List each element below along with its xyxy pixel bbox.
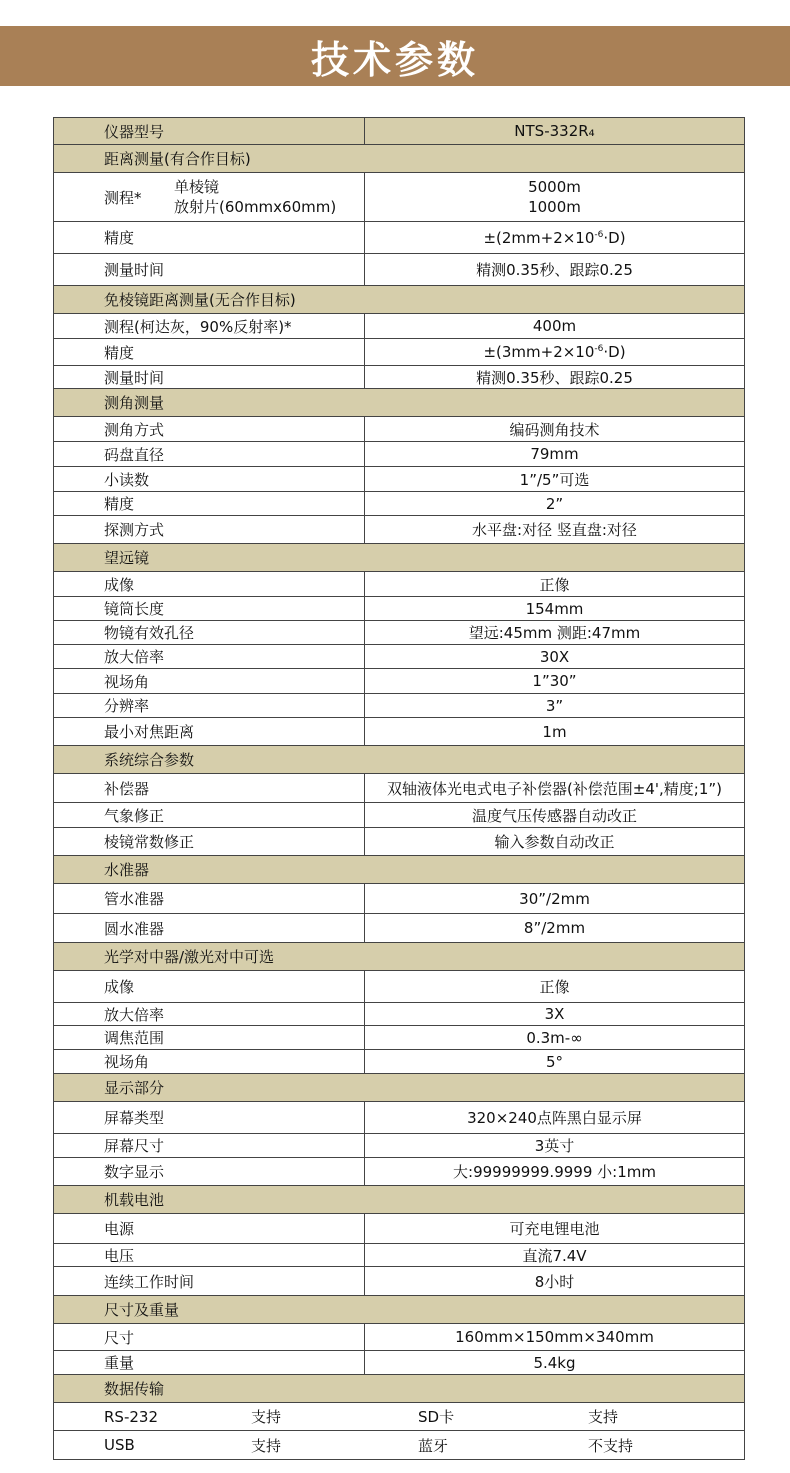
row-label: 棱镜常数修正 [54, 828, 365, 856]
section-header [54, 943, 745, 971]
table-row [54, 417, 745, 442]
table-row [54, 1003, 745, 1026]
row-value [365, 339, 745, 366]
range-option-prism: 单棱镜 [174, 178, 220, 196]
row-label: 分辨率 [54, 694, 365, 718]
table-row [54, 1324, 745, 1351]
row-label: 放大倍率 [54, 645, 365, 669]
row-value: 正像 [365, 971, 745, 1003]
section-header [54, 145, 745, 173]
section-title-plummet: 光学对中器/激光对中可选 [54, 943, 745, 971]
row-value: 320×240点阵黑白显示屏 [365, 1102, 745, 1134]
title-banner [0, 26, 790, 86]
range-value-prism: 5000m [528, 178, 581, 196]
row-value: 5° [365, 1050, 745, 1074]
row-value: 温度气压传感器自动改正 [365, 803, 745, 828]
row-label: 物镜有效孔径 [54, 621, 365, 645]
section-header [54, 1296, 745, 1324]
section-title-level: 水准器 [54, 856, 745, 884]
row-value: 30X [365, 645, 745, 669]
table-row [54, 914, 745, 943]
table-row [54, 467, 745, 492]
row-label: 测量时间 [54, 254, 365, 286]
row-value: 精测0.35秒、跟踪0.25 [365, 366, 745, 389]
spec-table [53, 117, 745, 1460]
section-title-system: 系统综合参数 [54, 746, 745, 774]
section-title-display: 显示部分 [54, 1074, 745, 1102]
range-cell [54, 173, 365, 222]
row-value: 精测0.35秒、跟踪0.25 [365, 254, 745, 286]
section-header [54, 856, 745, 884]
table-row [54, 173, 745, 222]
table-row [54, 492, 745, 516]
table-row [54, 828, 745, 856]
table-row [54, 1214, 745, 1244]
row-label: 精度 [54, 222, 365, 254]
section-header [54, 389, 745, 417]
row-label: 成像 [54, 971, 365, 1003]
range-label: 测程* [104, 188, 142, 207]
row-label: 放大倍率 [54, 1003, 365, 1026]
row-label: 成像 [54, 572, 365, 597]
row-label: 测程(柯达灰，90%反射率)* [54, 314, 365, 339]
interface-support: 不支持 [588, 1436, 634, 1455]
range-value-sheet: 1000m [528, 198, 581, 216]
row-label: 最小对焦距离 [54, 718, 365, 746]
table-row [54, 1134, 745, 1158]
row-label: 圆水准器 [54, 914, 365, 943]
table-row [54, 516, 745, 544]
row-value: 30”/2mm [365, 884, 745, 914]
row-value: 3X [365, 1003, 745, 1026]
row-label: 探测方式 [54, 516, 365, 544]
row-value: 1”/5”可选 [365, 467, 745, 492]
table-row [54, 597, 745, 621]
table-row [54, 884, 745, 914]
precision-exponent: -6 [594, 344, 604, 354]
section-title-size: 尺寸及重量 [54, 1296, 745, 1324]
section-title-angle: 测角测量 [54, 389, 745, 417]
row-value: 5.4kg [365, 1351, 745, 1375]
interface-support: 支持 [251, 1436, 282, 1455]
interface-name: USB [104, 1436, 135, 1454]
section-header [54, 544, 745, 572]
section-header [54, 1186, 745, 1214]
table-row [54, 1050, 745, 1074]
row-value: 154mm [365, 597, 745, 621]
table-row [54, 1158, 745, 1186]
section-header [54, 286, 745, 314]
page-title: 技术参数 [310, 37, 479, 82]
table-row [54, 1403, 745, 1431]
section-header [54, 1074, 745, 1102]
row-value: 双轴液体光电式电子补偿器(补偿范围±4',精度;1”) [365, 774, 745, 803]
row-label: 屏幕尺寸 [54, 1134, 365, 1158]
row-value: 水平盘:对径 竖直盘:对径 [365, 516, 745, 544]
table-row [54, 339, 745, 366]
table-row [54, 1026, 745, 1050]
table-row [54, 803, 745, 828]
table-row [54, 1431, 745, 1460]
row-value: 大:99999999.9999 小:1mm [365, 1158, 745, 1186]
row-label: 调焦范围 [54, 1026, 365, 1050]
row-label: 精度 [54, 492, 365, 516]
row-label: 镜筒长度 [54, 597, 365, 621]
table-row [54, 1244, 745, 1267]
interface-name: 蓝牙 [418, 1436, 449, 1455]
model-label: 仪器型号 [54, 118, 365, 145]
row-label: 精度 [54, 339, 365, 366]
table-row [54, 694, 745, 718]
row-label: 码盘直径 [54, 442, 365, 467]
table-row [54, 774, 745, 803]
row-label: 气象修正 [54, 803, 365, 828]
precision-suffix: ·D) [603, 228, 626, 247]
row-value: 3” [365, 694, 745, 718]
row-label: 电压 [54, 1244, 365, 1267]
section-title-telescope: 望远镜 [54, 544, 745, 572]
data-transfer-cell [54, 1431, 745, 1460]
row-value: 输入参数自动改正 [365, 828, 745, 856]
interface-support: 支持 [588, 1408, 619, 1426]
section-header [54, 746, 745, 774]
table-row [54, 1102, 745, 1134]
row-value: 400m [365, 314, 745, 339]
precision-base: ±(2mm+2×10 [483, 228, 595, 247]
row-label: 小读数 [54, 467, 365, 492]
interface-support: 支持 [251, 1408, 282, 1426]
row-label: 管水准器 [54, 884, 365, 914]
row-value: 望远:45mm 测距:47mm [365, 621, 745, 645]
row-value: 8”/2mm [365, 914, 745, 943]
table-row [54, 1351, 745, 1375]
row-label: 测角方式 [54, 417, 365, 442]
row-label: 屏幕类型 [54, 1102, 365, 1134]
precision-base: ±(3mm+2×10 [483, 343, 595, 361]
row-value: 编码测角技术 [365, 417, 745, 442]
precision-exponent: -6 [594, 229, 604, 240]
table-row [54, 222, 745, 254]
row-value: 8小时 [365, 1267, 745, 1296]
section-title-reflectorless: 免棱镜距离测量(无合作目标) [54, 286, 745, 314]
interface-name: RS-232 [104, 1407, 158, 1426]
row-label: 补偿器 [54, 774, 365, 803]
row-label: 视场角 [54, 669, 365, 694]
model-value: NTS-332R₄ [365, 118, 745, 145]
table-row [54, 314, 745, 339]
section-title-distance: 距离测量(有合作目标) [54, 145, 745, 173]
table-row [54, 718, 745, 746]
table-row [54, 621, 745, 645]
section-title-data: 数据传输 [54, 1375, 745, 1403]
row-label: 尺寸 [54, 1324, 365, 1351]
precision-suffix: ·D) [603, 343, 626, 361]
row-label: 测量时间 [54, 366, 365, 389]
row-value [365, 222, 745, 254]
row-value: 0.3m-∞ [365, 1026, 745, 1050]
range-values [365, 173, 745, 222]
row-value: 79mm [365, 442, 745, 467]
model-row [54, 118, 745, 145]
row-value: 正像 [365, 572, 745, 597]
section-header [54, 1375, 745, 1403]
row-value: 2” [365, 492, 745, 516]
table-row [54, 669, 745, 694]
table-row [54, 442, 745, 467]
row-label: 重量 [54, 1351, 365, 1375]
table-row [54, 572, 745, 597]
row-label: 视场角 [54, 1050, 365, 1074]
section-title-battery: 机载电池 [54, 1186, 745, 1214]
table-row [54, 1267, 745, 1296]
row-value: 3英寸 [365, 1134, 745, 1158]
row-value: 1”30” [365, 669, 745, 694]
table-row [54, 645, 745, 669]
row-value: 1m [365, 718, 745, 746]
row-value: 160mm×150mm×340mm [365, 1324, 745, 1351]
row-label: 数字显示 [54, 1158, 365, 1186]
row-value: 直流7.4V [365, 1244, 745, 1267]
row-label: 连续工作时间 [54, 1267, 365, 1296]
row-value: 可充电锂电池 [365, 1214, 745, 1244]
table-row [54, 366, 745, 389]
interface-name: SD卡 [418, 1408, 455, 1426]
table-row [54, 971, 745, 1003]
range-option-sheet: 放射片(60mmx60mm) [174, 198, 337, 216]
data-transfer-cell [54, 1403, 745, 1431]
table-row [54, 254, 745, 286]
row-label: 电源 [54, 1214, 365, 1244]
